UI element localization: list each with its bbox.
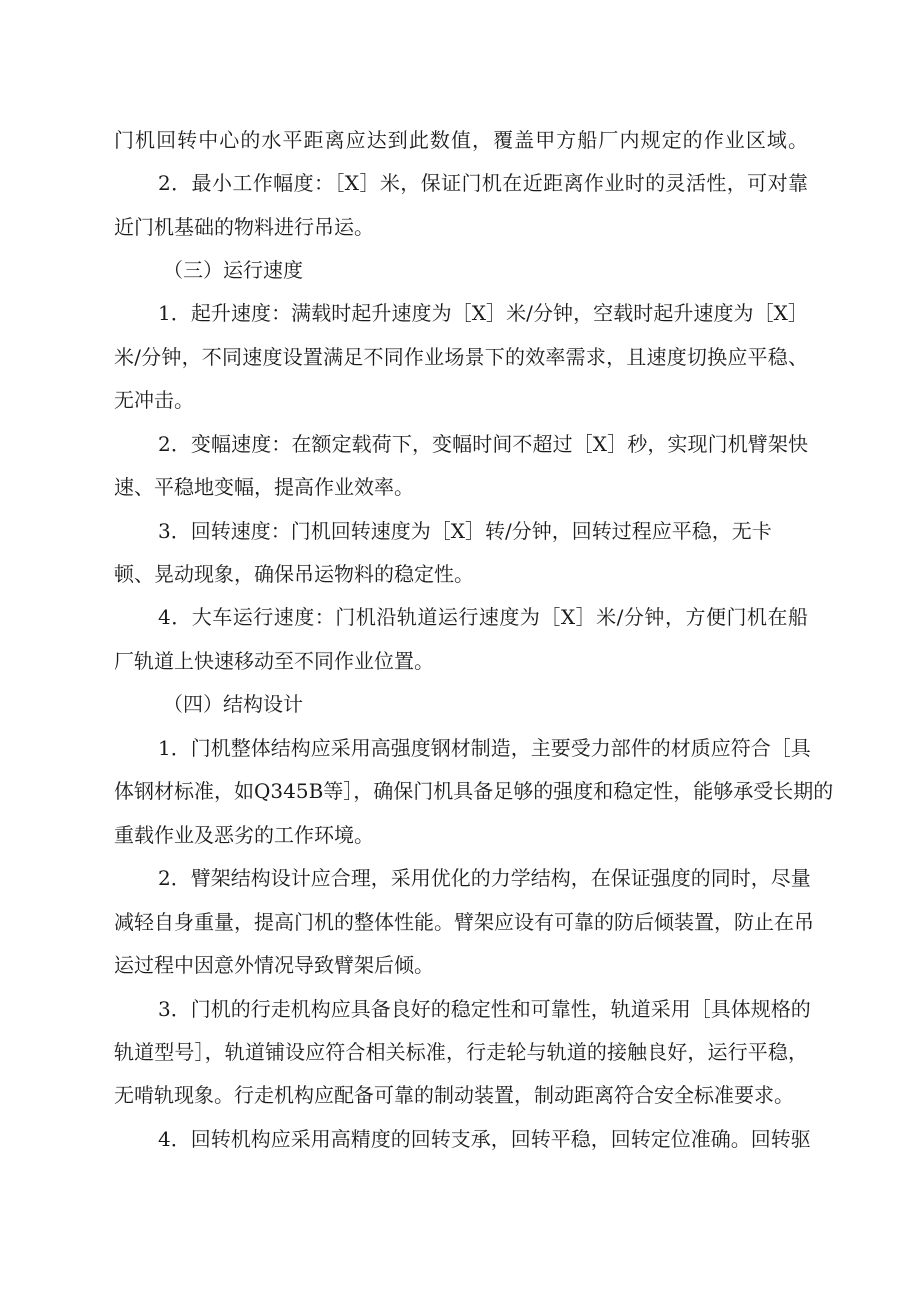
paragraph-line: 门机回转中心的水平距离应达到此数值，覆盖甲方船厂内规定的作业区域。: [114, 128, 808, 152]
paragraph-line: 减轻自身重量，提高门机的整体性能。臂架应设有可靠的防后倾装置，防止在吊: [114, 910, 814, 934]
paragraph-line: 2．臂架结构设计应合理，采用优化的力学结构，在保证强度的同时，尽量: [158, 866, 811, 890]
paragraph-line: 2．变幅速度：在额定载荷下，变幅时间不超过［X］秒，实现门机臂架快: [158, 432, 808, 456]
paragraph-line: 1．起升速度：满载时起升速度为［X］米/分钟，空载时起升速度为［X］: [158, 301, 808, 325]
paragraph-line: 体钢材标准，如Q345B等］，确保门机具备足够的强度和稳定性，能够承受长期的: [114, 779, 834, 803]
paragraph-line: 顿、晃动现象，确保吊运物料的稳定性。: [114, 562, 474, 586]
paragraph-line: 运过程中因意外情况导致臂架后倾。: [114, 953, 434, 977]
paragraph-line: 近门机基础的物料进行吊运。: [114, 215, 374, 239]
paragraph-line: 2．最小工作幅度：［X］米，保证门机在近距离作业时的灵活性，可对靠: [158, 171, 808, 195]
paragraph-line: 4．回转机构应采用高精度的回转支承，回转平稳，回转定位准确。回转驱: [158, 1127, 811, 1151]
section-heading: （三）运行速度: [163, 258, 303, 282]
paragraph-line: 无冲击。: [114, 388, 194, 412]
paragraph-line: 无啃轨现象。行走机构应配备可靠的制动装置，制动距离符合安全标准要求。: [114, 1083, 794, 1107]
paragraph-line: 米/分钟，不同速度设置满足不同作业场景下的效率需求，且速度切换应平稳、: [114, 345, 808, 369]
paragraph-line: 厂轨道上快速移动至不同作业位置。: [114, 649, 434, 673]
paragraph-line: 轨道型号］，轨道铺设应符合相关标准，行走轮与轨道的接触良好，运行平稳，: [114, 1040, 808, 1064]
paragraph-line: 3．回转速度：门机回转速度为［X］转/分钟，回转过程应平稳，无卡: [158, 519, 772, 543]
section-heading: （四）结构设计: [163, 692, 303, 716]
paragraph-line: 3．门机的行走机构应具备良好的稳定性和可靠性，轨道采用［具体规格的: [158, 997, 811, 1021]
paragraph-line: 速、平稳地变幅，提高作业效率。: [114, 475, 414, 499]
paragraph-line: 4．大车运行速度：门机沿轨道运行速度为［X］米/分钟，方便门机在船: [158, 605, 808, 629]
paragraph-line: 重载作业及恶劣的工作环境。: [114, 823, 374, 847]
paragraph-line: 1．门机整体结构应采用高强度钢材制造，主要受力部件的材质应符合［具: [158, 736, 811, 760]
